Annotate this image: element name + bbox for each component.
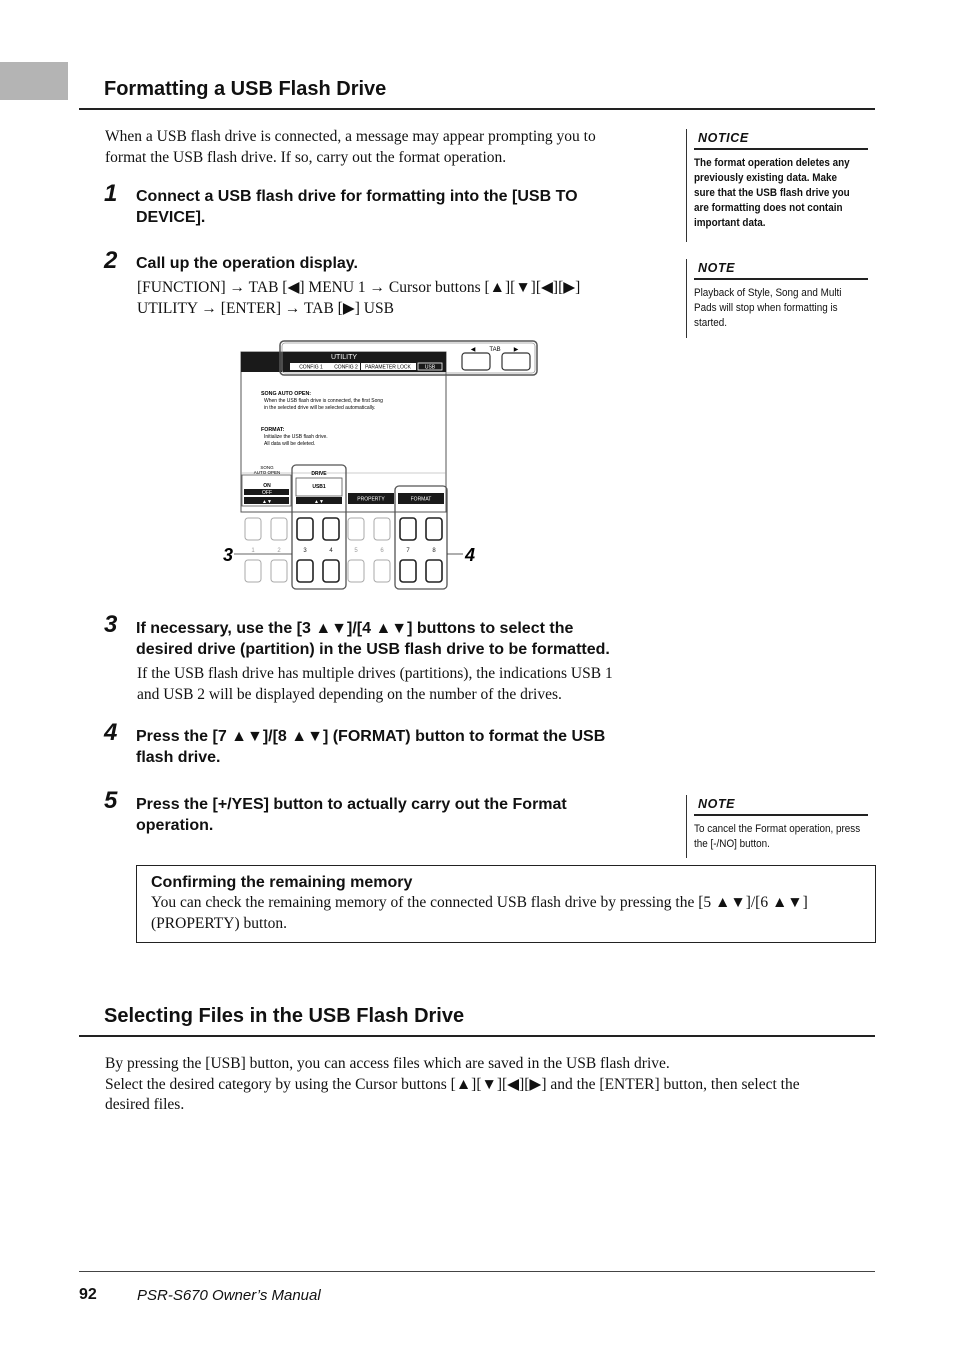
svg-text:OFF: OFF: [262, 490, 272, 496]
svg-text:▶: ▶: [513, 347, 519, 353]
step-number-3: 3: [104, 611, 118, 638]
step-number-5: 5: [104, 787, 118, 814]
svg-text:SONG: SONG: [260, 465, 274, 470]
intro-paragraph: When a USB flash drive is connected, a message may appear prompting you to format the USB flash drive. If so, carry out the format operation.: [105, 128, 596, 166]
corner-tab-marker: [0, 62, 68, 100]
step-2-instructions: [FUNCTION] → TAB [◀] MENU 1 → Cursor buttons [▲][▼][◀][▶] UTILITY → [ENTER] → TAB [▶] USB: [137, 279, 581, 317]
svg-text:All data will be deleted.: All data will be deleted.: [264, 441, 316, 447]
remaining-memory-title: Confirming the remaining memory: [151, 874, 413, 891]
svg-text:▲▼: ▲▼: [314, 499, 324, 505]
svg-text:▲▼: ▲▼: [262, 499, 272, 505]
section-title-formatting: Formatting a USB Flash Drive: [104, 78, 387, 100]
notice-text: The format operation deletes any previously existing data. Make sure that the USB flash drive you are formatting does not contain important data.: [694, 157, 850, 229]
diagram-tab-config1: CONFIG 1: [299, 364, 323, 371]
diagram-tab-label: TAB: [489, 347, 501, 353]
diagram-drive-value: USB1: [312, 484, 326, 490]
step-3-heading: If necessary, use the [3 ▲▼]/[4 ▲▼] buttons to select the desired drive (partition) in the USB flash drive to be formatted.: [136, 620, 610, 658]
step-number-4: 4: [104, 719, 118, 746]
diagram-callout-4: 4: [464, 545, 476, 565]
note-text: Playback of Style, Song and Multi Pads will stop when formatting is started.: [694, 287, 842, 329]
svg-text:3: 3: [303, 548, 307, 554]
note-text: To cancel the Format operation, press the [-/NO] button.: [694, 823, 861, 850]
svg-text:Initialize the USB flash drive: Initialize the USB flash drive.: [264, 434, 328, 440]
footer-rule: [79, 1271, 875, 1272]
svg-text:7: 7: [406, 548, 410, 554]
svg-text:AUTO OPEN: AUTO OPEN: [253, 470, 281, 475]
diagram-tab-right-button: [502, 353, 530, 370]
remaining-memory-text: You can check the remaining memory of the connected USB flash drive by pressing the [5 ▲▼]/[6 ▲▼] (PROPERTY) button.: [151, 894, 808, 932]
notice-box: [686, 129, 868, 242]
section-title-selecting-files: Selecting Files in the USB Flash Drive: [104, 1005, 465, 1027]
diagram-callout-3: 3: [222, 545, 234, 565]
svg-text:◀: ◀: [470, 347, 476, 353]
step-4-heading: Press the [7 ▲▼]/[8 ▲▼] (FORMAT) button to format the USB flash drive.: [136, 728, 606, 766]
diagram-tab-left-button: [462, 353, 490, 370]
note-label: NOTE: [694, 259, 868, 280]
diagram-song-auto-open-heading: SONG AUTO OPEN:: [261, 391, 312, 397]
selecting-files-paragraph: By pressing the [USB] button, you can access files which are saved in the USB flash drive. Select the desired category by using the Cursor buttons [▲][▼][◀][▶] and the [ENTER] button, then select the desired files.: [105, 1055, 800, 1113]
svg-text:ON: ON: [263, 483, 271, 489]
step-3-description: If the USB flash drive has multiple drives (partitions), the indications USB 1 and USB 2 will be displayed depending on the number of the drives.: [137, 665, 613, 703]
diagram-tab-config2: CONFIG 2: [334, 364, 358, 371]
svg-text:6: 6: [380, 548, 384, 554]
step-number-2: 2: [104, 247, 118, 274]
section-rule: [79, 108, 875, 110]
step-1-heading: Connect a USB flash drive for formatting into the [USB TO DEVICE].: [136, 188, 578, 226]
section-rule: [79, 1035, 875, 1037]
diagram-header-title: UTILITY: [330, 354, 358, 361]
notice-label: NOTICE: [694, 129, 868, 150]
manual-title: PSR-S670 Owner’s Manual: [137, 1287, 321, 1304]
svg-text:5: 5: [354, 548, 358, 554]
step-5-heading: Press the [+/YES] button to actually carry out the Format operation.: [136, 796, 567, 834]
svg-text:8: 8: [432, 548, 436, 554]
diagram-format-heading: FORMAT:: [261, 427, 285, 433]
page-number: 92: [79, 1286, 97, 1303]
diagram-tab-usb: USB: [424, 364, 436, 371]
svg-text:2: 2: [277, 548, 281, 554]
note-box-playback: [686, 259, 868, 338]
svg-text:When the USB flash drive is co: When the USB flash drive is connected, the first Song: [264, 398, 383, 404]
step-number-1: 1: [104, 180, 118, 207]
note-label: NOTE: [694, 795, 868, 816]
remaining-memory-box: [136, 865, 876, 943]
svg-text:1: 1: [251, 548, 255, 554]
step-2-heading: Call up the operation display.: [136, 255, 358, 272]
diagram-property-label: PROPERTY: [357, 496, 385, 503]
svg-text:4: 4: [329, 548, 333, 554]
svg-text:in the selected drive will be: in the selected drive will be selected automatically.: [264, 405, 376, 411]
diagram-format-label: FORMAT: [410, 496, 432, 503]
utility-usb-display-diagram: [220, 338, 550, 594]
diagram-drive-label: DRIVE: [311, 471, 327, 477]
note-box-cancel: [686, 795, 868, 858]
diagram-tab-parameter-lock: PARAMETER LOCK: [365, 364, 411, 371]
